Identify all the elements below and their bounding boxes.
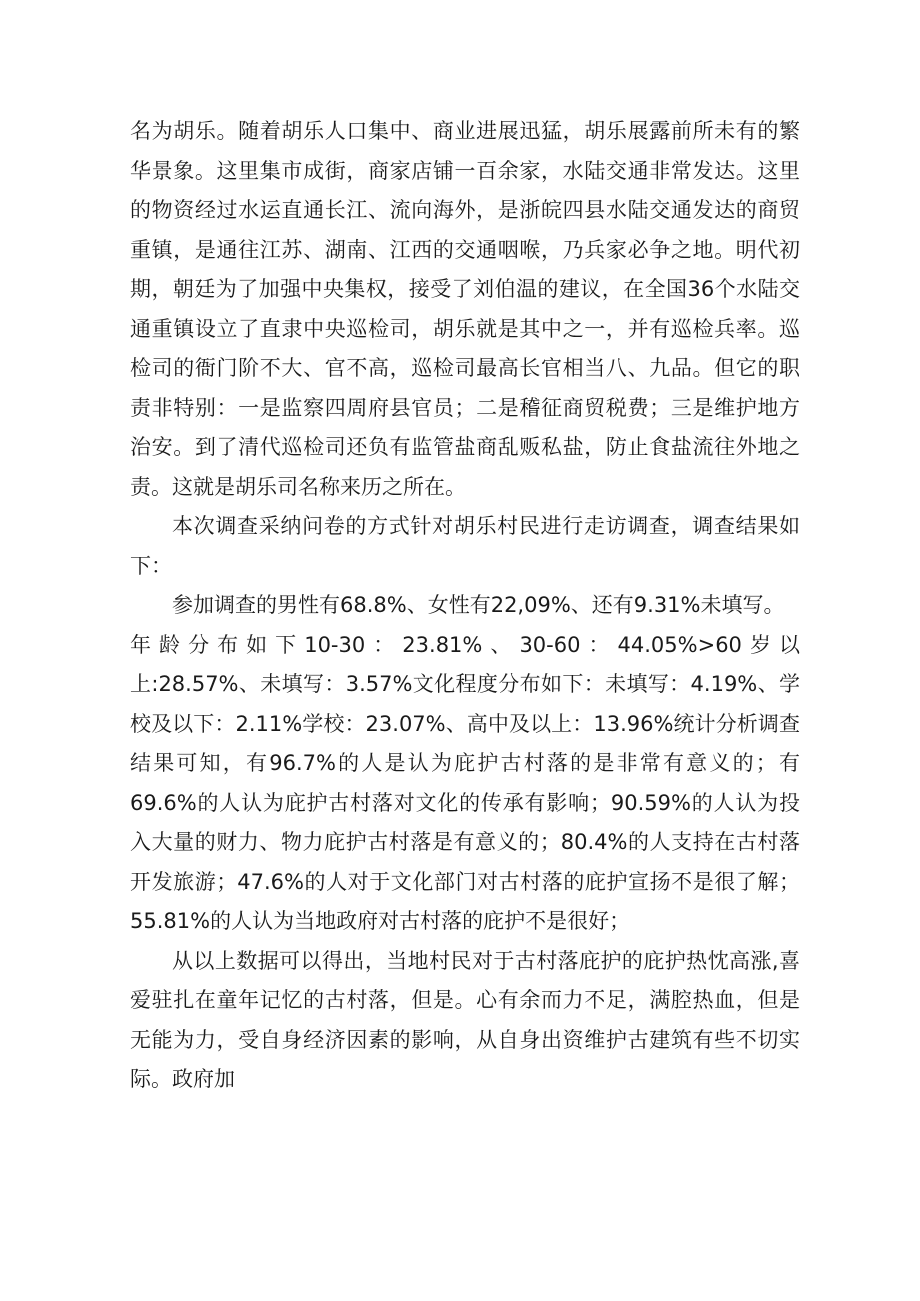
paragraph-age-education-stats: 年龄分布如下10-30：23.81%、30-60：44.05%>60岁以上:28.57%、未填写：3.57%文化程度分布如下：未填写：4.19%、学校及以下：2.11%学校：23.07%、高中及以上：13.96%统计分析调查结果可知，有96.7%的人是认为庇护古村落的是非常有意义的；有69.6%的人认为庇护古村落对文化的传承有影响；90.59%的人认为投入大量的财力、物力庇护古村落是有意义的；80.4%的人支持在古村落开发旅游；47.6%的人对于文化部门对古村落的庇护宣扬不是很了解；55.81%的人认为当地政府对古村落的庇护不是很好；: [130, 632, 800, 933]
document-body: [130, 112, 800, 1100]
paragraph-survey-method: 本次调查采纳问卷的方式针对胡乐村民进行走访调查，调查结果如下：: [130, 514, 800, 578]
paragraph-conclusion: 从以上数据可以得出，当地村民对于古村落庇护的庇护热忱高涨,喜爱驻扎在童年记忆的古村落，但是。心有余而力不足，满腔热血，但是无能为力，受自身经济因素的影响，从自身出资维护古建筑有些不切实际。政府加: [130, 948, 800, 1091]
paragraph-gender-stats: 参加调查的男性有68.8%、女性有22,09%、还有9.31%未填写。: [172, 593, 785, 617]
paragraph-history: 名为胡乐。随着胡乐人口集中、商业进展迅猛，胡乐展露前所未有的繁华景象。这里集市成街，商家店铺一百余家，水陆交通非常发达。这里的物资经过水运直通长江、流向海外，是浙皖四县水陆交通发达的商贸重镇，是通往江苏、湖南、江西的交通咽喉，乃兵家必争之地。明代初期，朝廷为了加强中央集权，接受了刘伯温的建议，在全国36个水陆交通重镇设立了直隶中央巡检司，胡乐就是其中之一，并有巡检兵率。巡检司的衙门阶不大、官不高，巡检司最高长官相当八、九品。但它的职责非特别：一是监察四周府县官员；二是稽征商贸税费；三是维护地方治安。到了清代巡检司还负有监管盐商乱贩私盐，防止食盐流往外地之责。这就是胡乐司名称来历之所在。: [130, 119, 800, 499]
